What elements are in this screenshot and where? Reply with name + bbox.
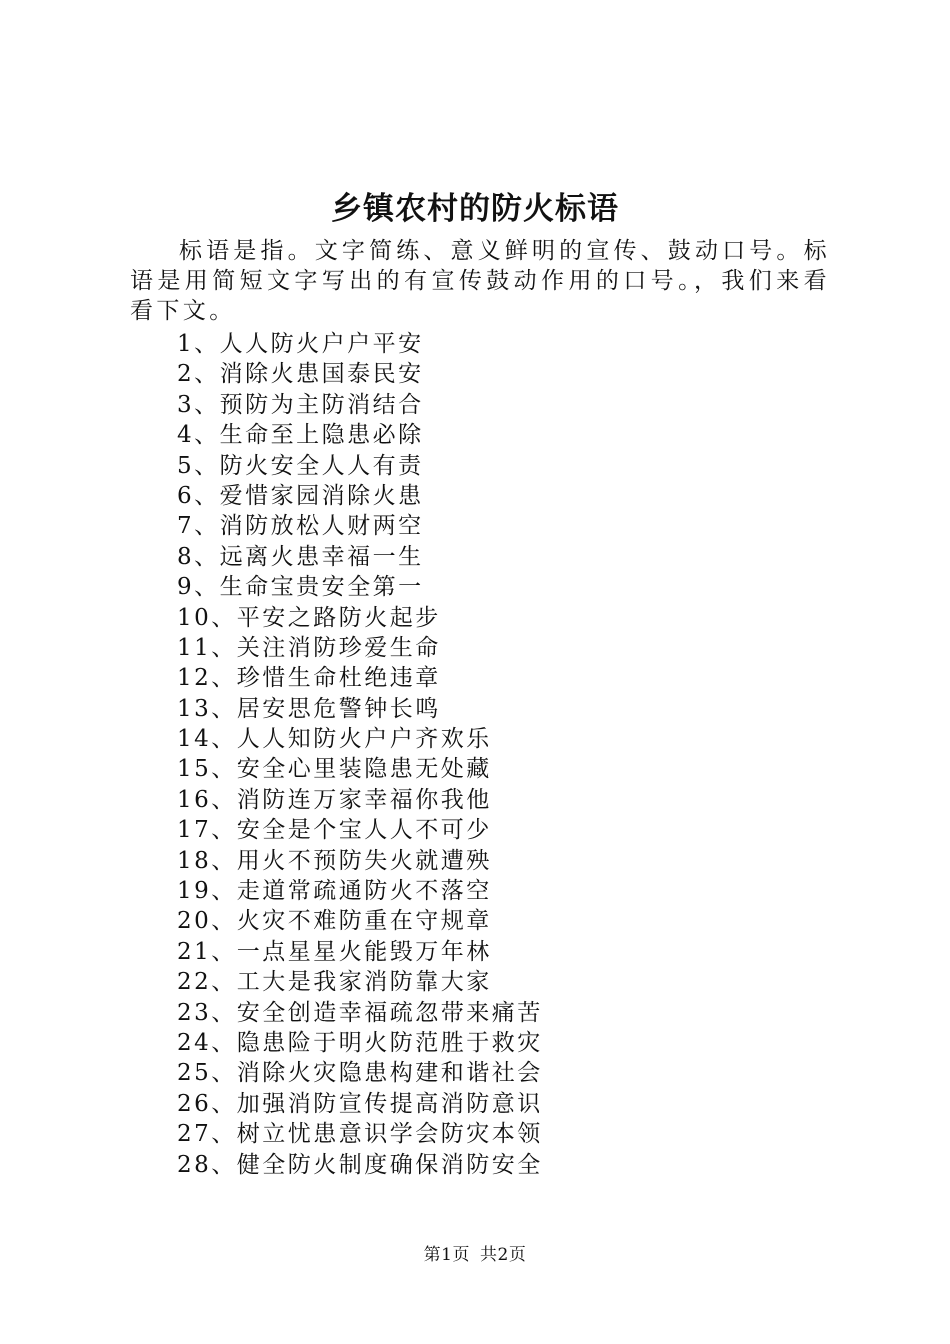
- slogan-item: 11、关注消防珍爱生命: [177, 634, 441, 661]
- slogan-item: 12、珍惜生命杜绝违章: [177, 665, 441, 692]
- slogan-item: 18、用火不预防失火就遭殃: [177, 847, 492, 874]
- slogan-list: [177, 329, 543, 1180]
- intro-paragraph: 标语是指。文字简练、意义鲜明的宣传、鼓动口号。标语是用简短文字写出的有宣传鼓动作用的口号。，我们来看看下文。: [130, 238, 830, 324]
- slogan-item: 16、消防连万家幸福你我他: [177, 786, 492, 813]
- slogan-item: 27、树立忧患意识学会防灾本领: [177, 1121, 543, 1148]
- slogan-item: 5、防火安全人人有责: [177, 452, 424, 479]
- slogan-item: 19、走道常疏通防火不落空: [177, 878, 492, 905]
- slogan-item: 23、安全创造幸福疏忽带来痛苦: [177, 999, 543, 1026]
- slogan-item: 13、居安思危警钟长鸣: [177, 695, 441, 722]
- slogan-item: 2、消除火患国泰民安: [177, 361, 424, 388]
- slogan-item: 20、火灾不难防重在守规章: [177, 908, 492, 935]
- slogan-item: 22、工大是我家消防靠大家: [177, 969, 492, 996]
- slogan-item: 7、消防放松人财两空: [177, 513, 424, 540]
- slogan-item: 3、预防为主防消结合: [177, 391, 424, 418]
- slogan-item: 8、远离火患幸福一生: [177, 543, 424, 570]
- slogan-item: 6、爱惜家园消除火患: [177, 482, 424, 509]
- slogan-item: 21、一点星星火能毁万年林: [177, 938, 492, 965]
- slogan-item: 26、加强消防宣传提高消防意识: [177, 1090, 543, 1117]
- slogan-item: 24、隐患险于明火防范胜于救灾: [177, 1029, 543, 1056]
- page-number: 第1页: [423, 1245, 470, 1265]
- slogan-item: 28、健全防火制度确保消防安全: [177, 1151, 543, 1178]
- slogan-item: 17、安全是个宝人人不可少: [177, 817, 492, 844]
- slogan-item: 10、平安之路防火起步: [177, 604, 441, 631]
- slogan-item: 1、人人防火户户平安: [177, 331, 424, 357]
- slogan-item: 14、人人知防火户户齐欢乐: [177, 726, 492, 753]
- page-footer: [0, 1243, 950, 1267]
- page-total: 共2页: [480, 1245, 527, 1265]
- slogan-item: 4、生命至上隐患必除: [177, 422, 424, 449]
- slogan-item: 25、消除火灾隐患构建和谐社会: [177, 1060, 543, 1087]
- document-title: 乡镇农村的防火标语: [331, 191, 619, 227]
- slogan-item: 15、安全心里装隐患无处藏: [177, 756, 492, 783]
- slogan-item: 9、生命宝贵安全第一: [177, 574, 424, 601]
